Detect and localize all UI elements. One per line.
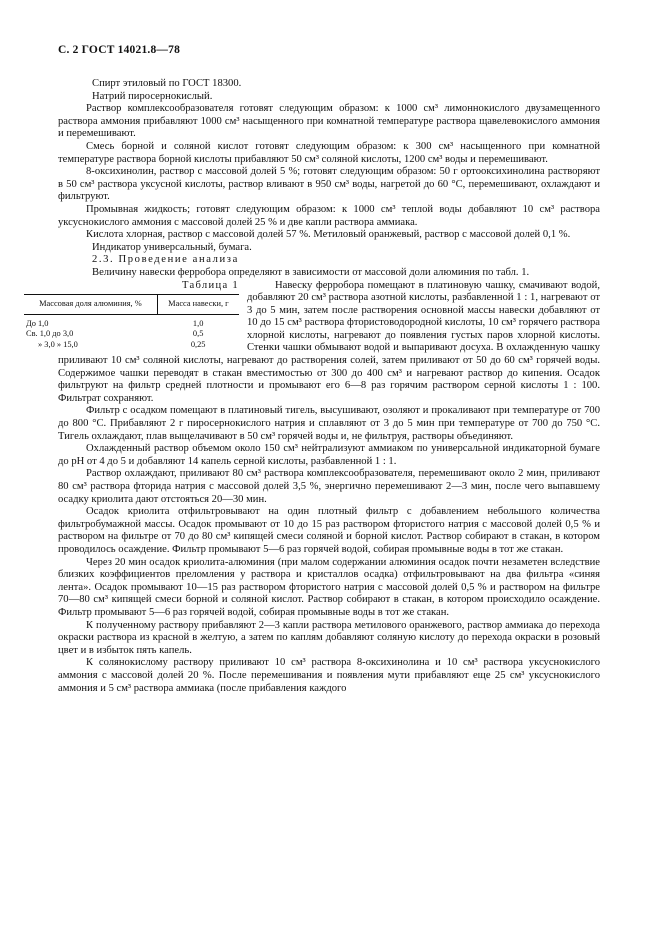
table-row <box>24 329 239 340</box>
paragraph-ethyl-alcohol: Спирт этиловый по ГОСТ 18300. <box>92 78 242 89</box>
table-caption: Таблица 1 <box>181 279 239 291</box>
paragraph-complexing-solution: Раствор комплексообразователя готовят следующим образом: к 1000 см³ лимоннокислого двузамещенного раствора аммония прибавляют 1000 см³ насыщенного при комнатной температуре раствора щавелевокислого аммония и перемешивают. <box>58 103 600 140</box>
paragraph-filter-ignition: Фильтр с осадком помещают в платиновый тигель, высушивают, озоляют и прокаливают при температуре от 700 до 800 °С. Прибавляют 2 г пиросернокислого натрия и сплавляют от 3 до 5 мин при температуре от 700 до 750 °С. Тигель охлаждают, плав выщелачивают в 50 см³ горячей воды и, не фильтруя, растворы объединяют. <box>58 405 600 442</box>
table-and-flow <box>26 279 600 406</box>
page-header: С. 2 ГОСТ 14021.8—78 <box>58 44 181 56</box>
section-title: 2.3. Проведение анализа <box>92 254 239 266</box>
paragraph-cryolite-precipitation: Раствор охлаждают, приливают 80 см³ раствора комплексообразователя, перемешивают около 2 мин, приливают 80 см³ раствора фторида натрия с массовой долей 3,5 %, энергично перемешивают 2—3 мин, после чего выпавшему осадку криолита дают отстояться 20—30 мин. <box>58 468 600 505</box>
document-body <box>26 78 600 695</box>
paragraph-boric-hydrochloric-mix: Смесь борной и соляной кислот готовят следующим образом: к 300 см³ насыщенного при комнатной температуре раствора борной кислоты прибавляют 50 см³ соляной кислоты, 1200 см³ воды и перемешивают. <box>58 140 600 165</box>
table-row <box>24 314 239 329</box>
table-header-mass: Масса навески, г <box>157 295 239 315</box>
paragraph-cryolite-filtration: Осадок криолита отфильтровывают на один плотный фильтр с добавлением небольшого количества фильтробумажной массы. Осадок промывают от 10 до 15 раз раствором фтористого натрия с массовой долей 0,5 % и раствором на фильтре от 70 до 80 см³ кипящей смеси соляной и борной кислот. Раствор собирают в стакан, в котором проводилось осаждение. Фильтр промывают 5—6 раз горячей водой, собирая промывные воды в тот же стакан. <box>58 506 600 555</box>
table-row <box>24 340 239 351</box>
table-cell-range: Св. 1,0 до 3,0 <box>26 329 74 339</box>
paragraph-methyl-orange: К полученному раствору прибавляют 2—3 капли раствора метилового оранжевого, раствор аммиака до перехода окраски раствора из красной в желтую, а затем по каплям добавляют соляную кислоту до перехода окраски в розовый цвет и в избыток пять капель. <box>58 619 600 656</box>
paragraph-indicator: Индикатор универсальный, бумага. <box>92 241 252 253</box>
paragraph-sample-dissolution: Навеску ферробора помещают в платиновую чашку, смачивают водой, добавляют 20 см³ раствора азотной кислоты, разбавленной 1 : 1, нагревают от 3 до 5 мин, затем после растворения основной массы навески добавляют от 10 до 15 см³ раствора фтористоводородной кислоты, 10 см³ горячего раствора хлорной кислоты, нагревают до появления густых паров хлорной кислоты. Стенки чашки обмывают водой и выпаривают досуха. В охлажденную чашку приливают 10 см³ соляной кислоты, нагревают до растворения солей, затем приливают от 50 до 60 см³ горячей воды. Содержимое чашки переводят в стакан вместимостью от 300 до 400 см³ и нагревают раствор до кипения. Осадок фильтруют на фильтр средней плотности и промывают его 6—8 раз горячим раствором серной кислоты 1 : 100. Фильтрат сохраняют. <box>58 279 600 404</box>
table-cell-range: До 1,0 <box>26 318 49 328</box>
table-header-aluminium: Массовая доля алюминия, % <box>24 295 157 315</box>
paragraph-sodium-pyrosulfate: Натрий пиросернокислый. <box>92 90 213 102</box>
paragraph-neutralization: Охлажденный раствор объемом около 150 см³ нейтрализуют аммиаком по универсальной индикаторной бумаге до pH от 4 до 5 и добавляют 14 капель серной кислоты, разбавленной 1 : 1. <box>58 443 600 467</box>
paragraph-cryolite-alumina: Через 20 мин осадок криолита-алюминия (при малом содержании алюминия осадок почти незаметен вследствие близких коэффициентов преломления у раствора и кристаллов осадка) отфильтровывают на два фильтра «синяя лента». Осадок промывают 10—15 раз раствором фтористого натрия с массовой долей 0,5 % и раствором на фильтре 70—80 см³ кипящей смеси борной и соляной кислот. Раствор собирают в стакан, в котором происходило осаждение. Фильтр промывают 5—6 раз горячей водой, собирая промывные воды в тот же стакан. <box>58 556 600 618</box>
table-cell-mass: 0,5 <box>192 329 204 339</box>
sample-mass-table <box>24 294 239 350</box>
paragraph-perchloric-acid: Кислота хлорная, раствор с массовой долей 57 %. Метиловый оранжевый, раствор с массовой долей 0,1 %. <box>86 229 571 241</box>
table-cell-range: » 3,0 » 15,0 <box>38 339 78 349</box>
paragraph-wash-liquid: Промывная жидкость; готовят следующим образом: к 1000 см³ теплой воды добавляют 10 см³ раствора уксуснокислого аммония с массовой долей 25 % и две капли раствора аммиака. <box>58 203 600 228</box>
paragraph-oxyquinoline-addition: К солянокислому раствору приливают 10 см³ раствора 8-оксихинолина и 10 см³ раствора уксуснокислого аммония с массовой долей 20 %. После перемешивания и появления мути прибавляют еще 25 см³ уксуснокислого аммония и 5 см³ раствора аммиака (после прибавления каждого <box>58 657 600 694</box>
paragraph-oxyquinoline: 8-оксихинолин, раствор с массовой долей 5 %; готовят следующим образом: 50 г ортооксихинолина растворяют в 50 см³ раствора уксусной кислоты, раствор вливают в 950 см³ воды, нагретой до 60 °С, перемешивают, охлаждают и фильтруют. <box>58 166 600 203</box>
table-1 <box>24 280 239 351</box>
table-cell-mass: 0,25 <box>190 339 206 349</box>
table-cell-mass: 1,0 <box>192 318 204 328</box>
paragraph-sample-mass: Величину навески ферробора определяют в зависимости от массовой доли алюминия по табл. 1. <box>92 266 530 278</box>
